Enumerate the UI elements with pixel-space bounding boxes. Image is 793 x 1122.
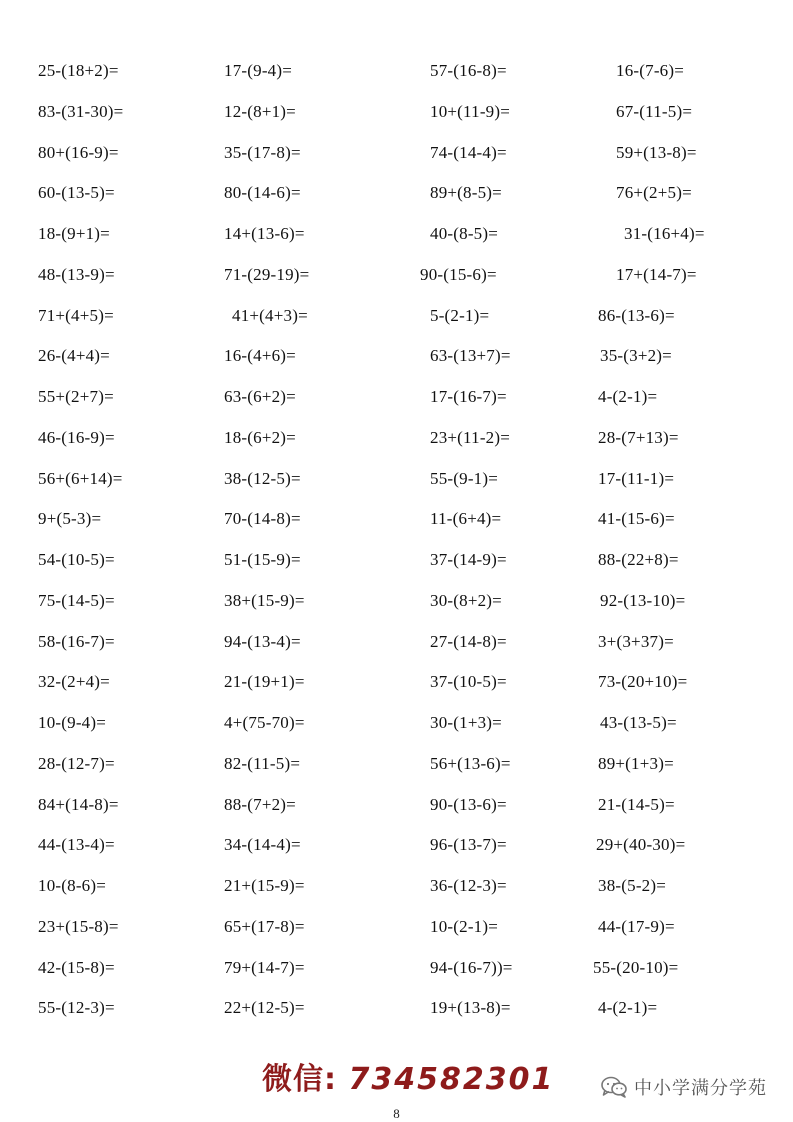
- math-problem: 44-(17-9)=: [598, 916, 675, 936]
- math-problem: 9+(5-3)=: [38, 509, 102, 529]
- math-problem: 38+(15-9)=: [224, 590, 305, 610]
- math-problem: 21-(19+1)=: [224, 672, 305, 692]
- math-problem: 17+(14-7)=: [616, 264, 697, 284]
- math-problem: 83-(31-30)=: [38, 101, 124, 121]
- math-problem: 36-(12-3)=: [430, 876, 507, 895]
- math-problem: 79+(14-7)=: [224, 957, 305, 977]
- math-problem: 56+(13-6)=: [430, 753, 511, 773]
- math-problem: 57-(16-8)=: [430, 61, 507, 80]
- math-problem: 80-(14-6)=: [224, 183, 301, 203]
- math-problem: 74-(14-4)=: [430, 142, 507, 162]
- math-problem: 35-(17-8)=: [224, 142, 301, 162]
- math-problem: 30-(8+2)=: [430, 590, 502, 610]
- math-problem: 17-(16-7)=: [430, 387, 507, 406]
- math-problem: 3+(3+37)=: [598, 631, 674, 651]
- math-problem: 58-(16-7)=: [38, 631, 115, 651]
- math-problem: 32-(2+4)=: [38, 672, 110, 692]
- math-problem: 5-(2-1)=: [430, 305, 490, 325]
- brand-watermark: [600, 1072, 767, 1102]
- math-problem: 71-(29-19)=: [224, 264, 310, 284]
- problem-row: [0, 753, 793, 783]
- math-problem: 16-(4+6)=: [224, 346, 296, 366]
- wechat-number: 734582301: [348, 1062, 555, 1097]
- math-problem: 23+(15-8)=: [38, 916, 119, 936]
- math-problem: 12-(8+1)=: [224, 101, 296, 121]
- wechat-label: 微信:: [262, 1062, 337, 1097]
- math-problem: 23+(11-2)=: [430, 427, 511, 447]
- problem-row: [0, 142, 793, 172]
- math-problem: 94-(16-7))=: [430, 957, 513, 977]
- math-problem: 25-(18+2)=: [38, 61, 119, 80]
- math-problem: 41-(15-6)=: [598, 509, 675, 529]
- math-problem: 4-(2-1)=: [598, 387, 658, 406]
- problem-row: [0, 671, 793, 701]
- math-problem: 38-(12-5)=: [224, 468, 301, 488]
- math-problem: 38-(5-2)=: [598, 876, 667, 895]
- math-problem: 14+(13-6)=: [224, 224, 305, 243]
- math-problem: 18-(9+1)=: [38, 224, 110, 243]
- math-problem: 19+(13-8)=: [430, 998, 511, 1018]
- math-problem: 27-(14-8)=: [430, 631, 507, 651]
- problem-row: [0, 223, 793, 253]
- math-problem: 59+(13-8)=: [616, 142, 697, 162]
- problem-row: [0, 631, 793, 661]
- math-problem: 46-(16-9)=: [38, 427, 115, 447]
- math-problem: 31-(16+4)=: [624, 224, 705, 243]
- math-problem: 75-(14-5)=: [38, 590, 115, 610]
- math-problem: 22+(12-5)=: [224, 998, 305, 1018]
- math-problem: 48-(13-9)=: [38, 264, 115, 284]
- problem-row: [0, 549, 793, 579]
- math-problem: 51-(15-9)=: [224, 550, 301, 569]
- math-problem: 84+(14-8)=: [38, 794, 119, 814]
- math-problem: 11-(6+4)=: [430, 509, 502, 529]
- math-problem: 65+(17-8)=: [224, 916, 305, 936]
- math-problem: 90-(15-6)=: [420, 264, 497, 284]
- math-problem: 4+(75-70)=: [224, 713, 305, 732]
- problem-row: [0, 264, 793, 294]
- problem-row: [0, 386, 793, 416]
- math-problem: 88-(22+8)=: [598, 550, 679, 569]
- problem-row: [0, 712, 793, 742]
- math-problem: 73-(20+10)=: [598, 672, 688, 692]
- math-problem: 96-(13-7)=: [430, 835, 507, 855]
- problem-row: [0, 60, 793, 90]
- math-problem: 89+(8-5)=: [430, 183, 502, 203]
- problem-row: [0, 305, 793, 335]
- math-problem: 54-(10-5)=: [38, 550, 115, 569]
- math-problem: 37-(14-9)=: [430, 550, 507, 569]
- math-problem: 86-(13-6)=: [598, 305, 675, 325]
- math-problem: 55-(12-3)=: [38, 998, 115, 1018]
- problem-row: [0, 427, 793, 457]
- math-problem: 42-(15-8)=: [38, 957, 115, 977]
- math-problem: 17-(9-4)=: [224, 61, 293, 80]
- math-problem: 18-(6+2)=: [224, 427, 296, 447]
- math-problem: 94-(13-4)=: [224, 631, 301, 651]
- problem-row: [0, 468, 793, 498]
- wechat-contact: [262, 1061, 554, 1099]
- math-problem: 26-(4+4)=: [38, 346, 110, 366]
- math-problem: 44-(13-4)=: [38, 835, 115, 855]
- math-problem: 43-(13-5)=: [600, 713, 677, 732]
- problem-row: [0, 508, 793, 538]
- math-problem: 88-(7+2)=: [224, 794, 296, 814]
- math-problem: 89+(1+3)=: [598, 753, 674, 773]
- math-problem: 82-(11-5)=: [224, 753, 301, 773]
- problem-row: [0, 957, 793, 987]
- math-problem: 28-(12-7)=: [38, 753, 115, 773]
- math-problem: 80+(16-9)=: [38, 142, 119, 162]
- math-problem: 56+(6+14)=: [38, 468, 123, 488]
- math-problem: 21+(15-9)=: [224, 876, 305, 895]
- wechat-bubbles-icon: [600, 1075, 628, 1099]
- math-problem: 63-(13+7)=: [430, 346, 511, 366]
- problem-row: [0, 590, 793, 620]
- math-problem: 28-(7+13)=: [598, 427, 679, 447]
- brand-name: 中小学满分学苑: [634, 1078, 767, 1099]
- math-problem: 90-(13-6)=: [430, 794, 507, 814]
- math-problem: 10-(8-6)=: [38, 876, 107, 895]
- math-problem: 55-(20-10)=: [593, 957, 679, 977]
- problem-row: [0, 101, 793, 131]
- problem-row: [0, 345, 793, 375]
- math-problem: 71+(4+5)=: [38, 305, 114, 325]
- math-problem: 4-(2-1)=: [598, 998, 658, 1018]
- math-problem: 21-(14-5)=: [598, 794, 675, 814]
- math-problem: 76+(2+5)=: [616, 183, 692, 203]
- math-problem: 30-(1+3)=: [430, 713, 502, 732]
- math-problem: 10+(11-9)=: [430, 101, 511, 121]
- math-problem: 40-(8-5)=: [430, 224, 499, 243]
- page-number: 8: [393, 1106, 400, 1121]
- math-problem: 63-(6+2)=: [224, 387, 296, 406]
- math-problem: 67-(11-5)=: [616, 101, 693, 121]
- math-problem: 92-(13-10)=: [600, 590, 686, 610]
- math-problem: 60-(13-5)=: [38, 183, 115, 203]
- math-problem: 17-(11-1)=: [598, 468, 675, 488]
- math-problem: 16-(7-6)=: [616, 61, 685, 80]
- math-problem: 41+(4+3)=: [232, 305, 308, 325]
- math-problem: 10-(9-4)=: [38, 713, 107, 732]
- math-problem: 55-(9-1)=: [430, 468, 499, 488]
- problem-row: [0, 875, 793, 905]
- problem-row: [0, 794, 793, 824]
- math-problem: 35-(3+2)=: [600, 346, 672, 366]
- math-problem: 55+(2+7)=: [38, 387, 114, 406]
- math-problem: 29+(40-30)=: [596, 835, 686, 855]
- problem-row: [0, 916, 793, 946]
- math-problem: 34-(14-4)=: [224, 835, 301, 855]
- math-problem: 10-(2-1)=: [430, 916, 499, 936]
- math-problem: 37-(10-5)=: [430, 672, 507, 692]
- problem-row: [0, 997, 793, 1027]
- problem-row: [0, 182, 793, 212]
- math-problem: 70-(14-8)=: [224, 509, 301, 529]
- problem-row: [0, 834, 793, 864]
